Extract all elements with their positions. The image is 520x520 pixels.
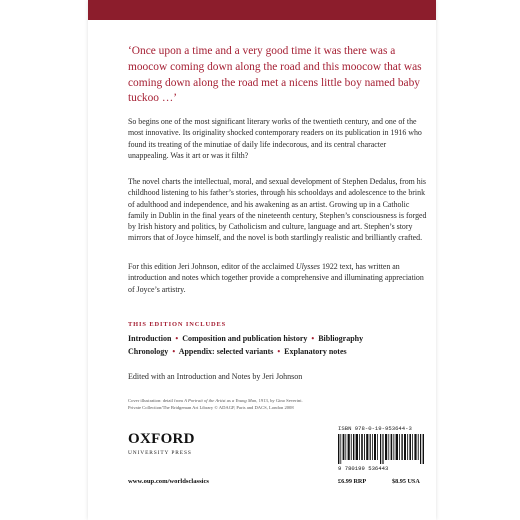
cover-illustration-credit: Cover illustration: detail from A Portrait of the Artist as a Young Man, 1913, by Gino Severini. Private Collection/The Bridgeman Art Library © ADAGP, Paris and DACS, London 2008 <box>128 398 303 410</box>
includes-row-1 <box>128 333 428 346</box>
ulysses-title: Ulysses <box>295 262 320 271</box>
bullet: • <box>277 346 281 356</box>
university-press-label: UNIVERSITY PRESS <box>128 450 192 456</box>
list-item: Introduction <box>128 334 172 343</box>
edition-includes-list <box>128 333 428 358</box>
edited-by-line: Edited with an Introduction and Notes by Jeri Johnson <box>128 372 303 381</box>
blurb-paragraph-2: The novel charts the intellectual, moral, and sexual development of Stephen Dedalus, from his childhood listening to his father’s stories, through his schooldays and adolescence to the brink of adulthood and independence, and his awakening as an artist. Growing up in a Catholic family in Dublin in the final years of the nineteenth century, Stephen’s consciousness is forged by Irish history and politics, by Catholicism and culture, language and art. Stephen’s story mirrors that of Joyce himself, and the novel is both startlingly realistic and brilliantly crafted. <box>128 177 427 243</box>
publisher-url: www.oup.com/worldsclassics <box>128 478 209 485</box>
book-back-cover <box>88 0 436 520</box>
price-usd: $8.95 USA <box>392 478 420 485</box>
list-item: Explanatory notes <box>284 346 347 356</box>
isbn-label: ISBN 978-0-19-953644-3 <box>338 425 412 432</box>
bullet: • <box>172 346 176 356</box>
barcode-number: 9 780199 536443 <box>338 465 389 472</box>
list-item: Bibliography <box>318 334 364 343</box>
blurb-paragraph-3: For this edition Jeri Johnson, editor of the acclaimed Ulysses 1922 text, has written an introduction and notes which together provide a comprehensive and illuminating appreciation of Joyce’s artistry. <box>128 262 424 294</box>
price-gbp: £6.99 RRP <box>338 478 367 485</box>
includes-row-2 <box>128 346 428 359</box>
opening-quote: ‘Once upon a time and a very good time it was there was a moocow coming down along the road and this moocow that was coming down along the road met a nicens little boy named baby tuckoo …’ <box>128 45 422 105</box>
bullet: • <box>311 334 315 343</box>
oxford-logo: OXFORD <box>128 431 195 447</box>
barcode-icon <box>338 434 426 464</box>
top-color-strip <box>88 0 436 20</box>
list-item: Chronology <box>128 346 169 356</box>
list-item: Composition and publication history <box>182 334 308 343</box>
blurb-paragraph-1: So begins one of the most significant literary works of the twentieth century, and one of the most innovative. Its originality shocked contemporary readers on its publication in 1916 who found its treating of the minutiae of daily life indecorous, and its central character unappealing. Was it art or was it filth? <box>128 117 422 160</box>
edition-includes-heading: THIS EDITION INCLUDES <box>128 321 227 328</box>
bullet: • <box>175 334 179 343</box>
list-item: Appendix: selected variants <box>178 346 274 356</box>
